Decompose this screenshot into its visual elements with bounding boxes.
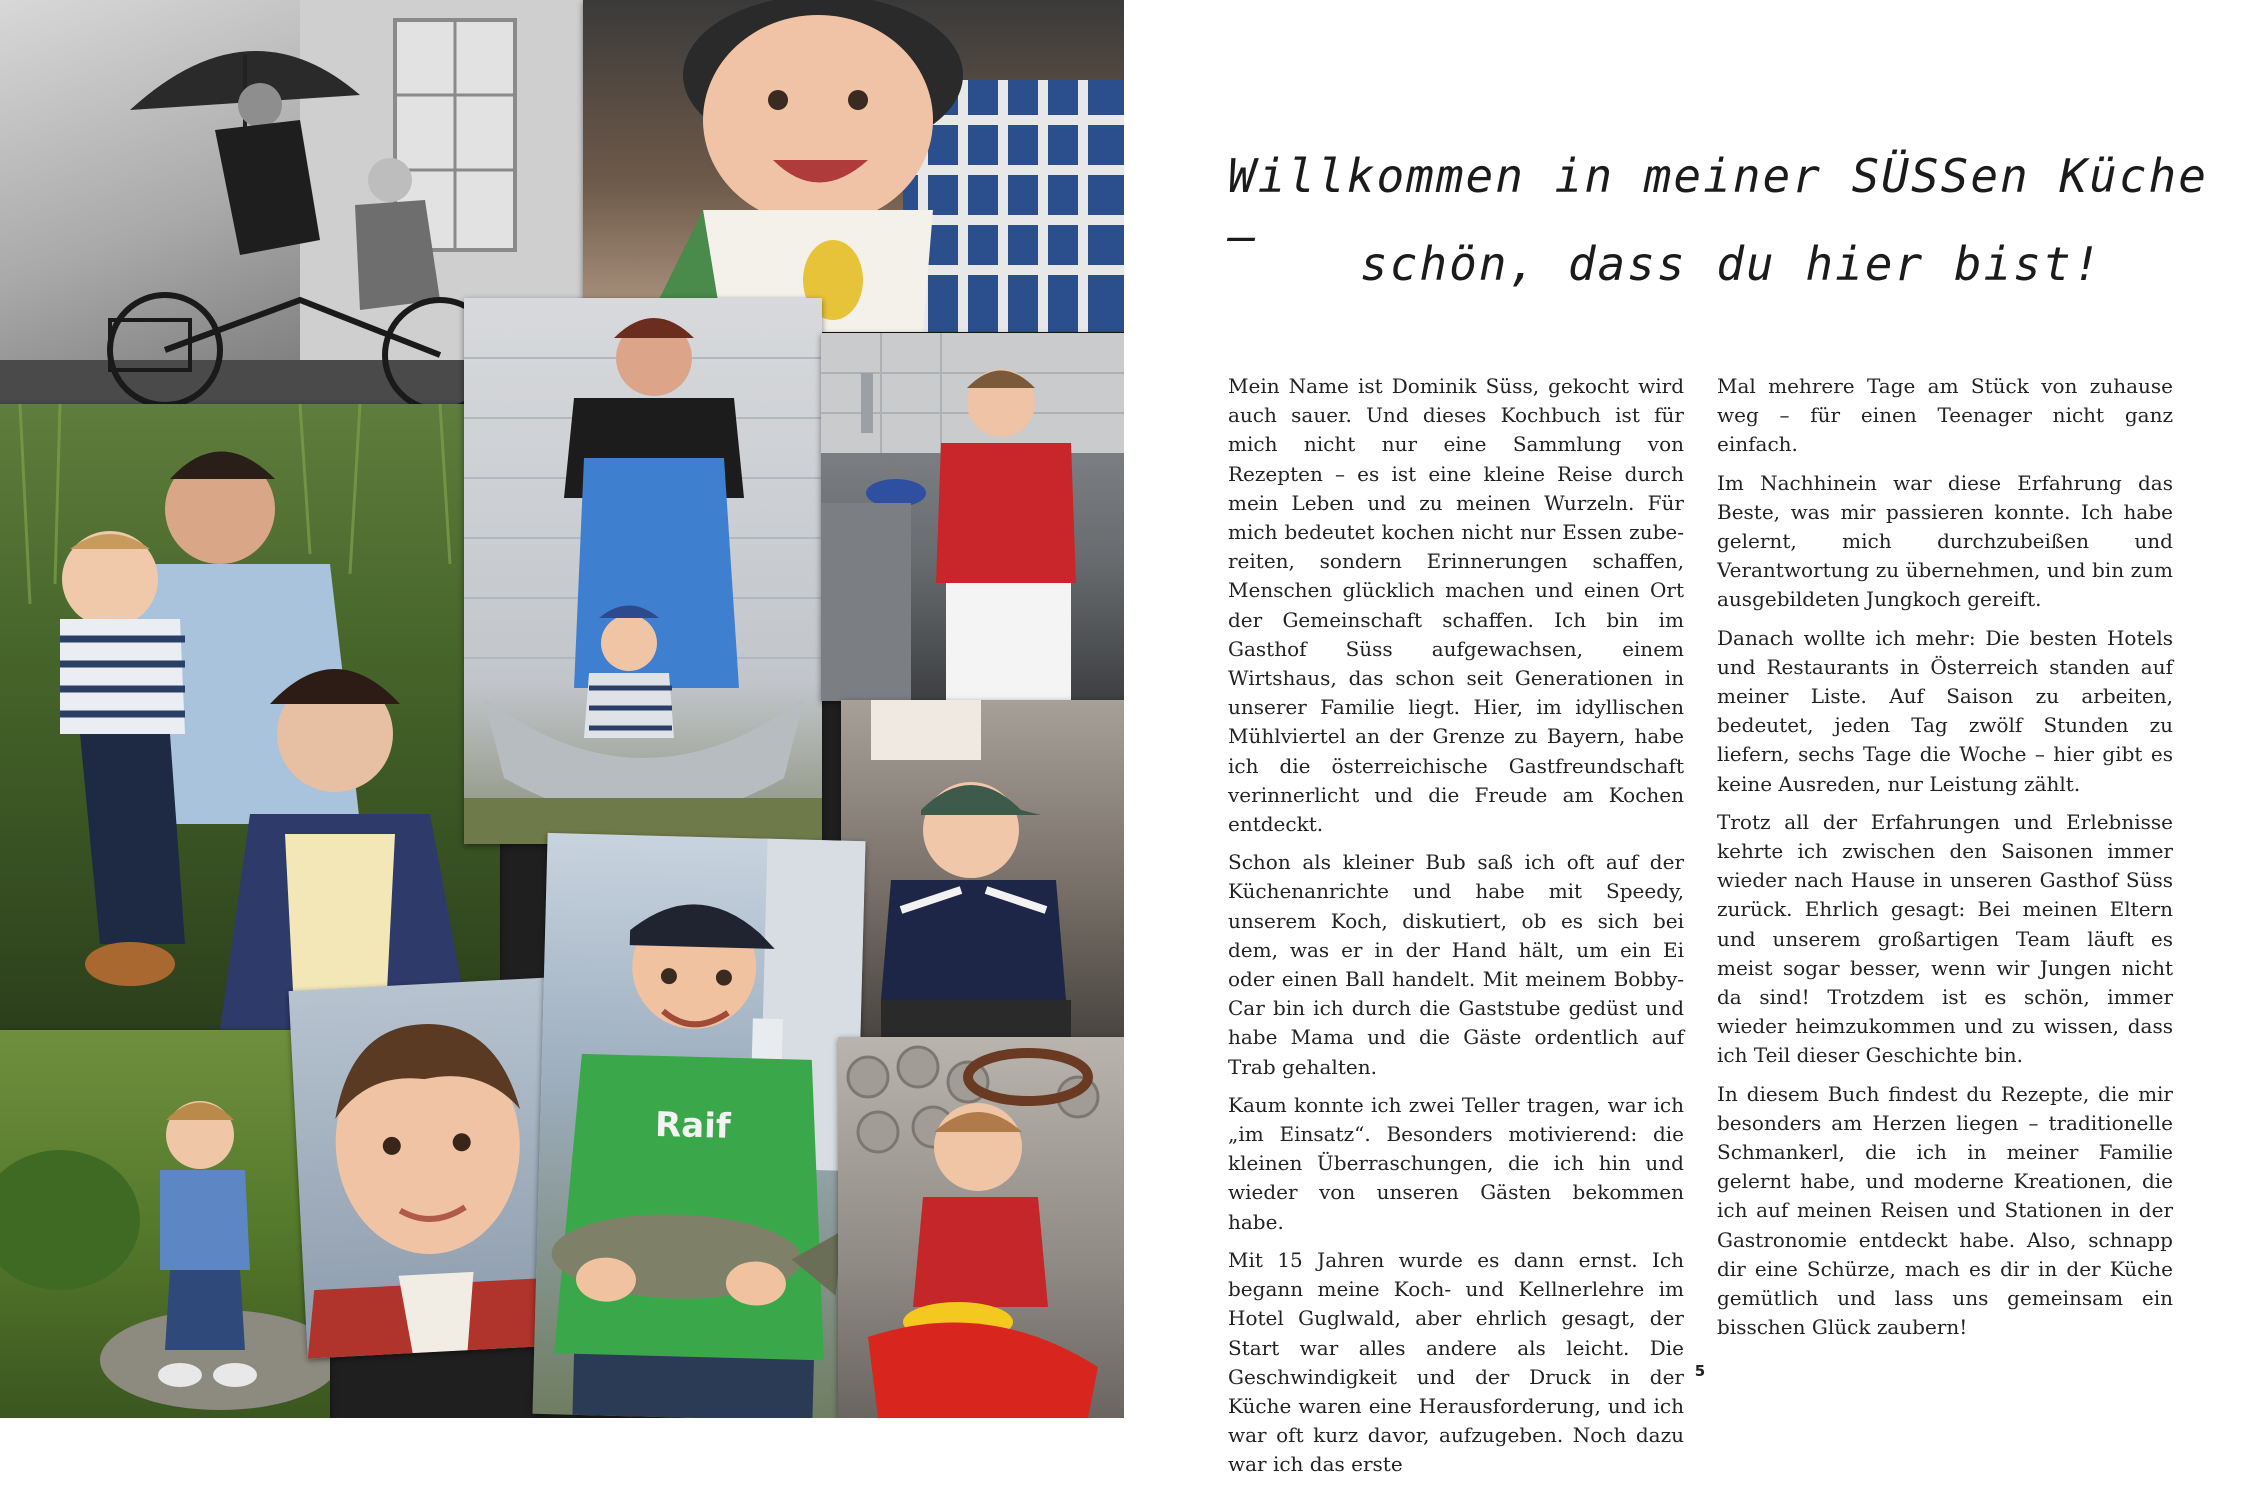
paragraph: Mein Name ist Dominik Süss, gekocht wird auch sauer. Und dieses Kochbuch ist für mich nicht nur eine Sammlung von Rezepten – es ist eine kleine Reise durch mein Leben und zu meinen Wurzeln. Für mich bedeutet kochen nicht nur Essen zubereiten, sondern Erinnerungen schaffen, Menschen glücklich machen und einen Ort der Gemeinschaft schaffen. Ich bin im Gasthof Süss aufgewachsen, einem Wirtshaus, das schon seit Generationen in unserer Familie liegt. Hier, im idyllischen Mühlviertel an der Grenze zu Bayern, habe ich die österreichische Gastfreundschaft verinnerlicht und die Freude am Kochen entdeckt. xyxy=(1228,374,1684,837)
page-number: 5 xyxy=(1694,1362,1706,1380)
photo-boy-portrait xyxy=(289,977,570,1358)
headline-line-2: schön, dass du hier bist! xyxy=(1360,237,2103,291)
paragraph: Im Nachhinein war diese Erfahrung das Beste, was mir passieren konnte. Ich habe gelernt, mich durchzubeißen und Verantwortung zu übernehmen, und bin zum ausgebildeten Jungkoch gereift. xyxy=(1717,470,2173,612)
photo-boy-kitchen xyxy=(821,333,1124,701)
paragraph: Schon als kleiner Bub saß ich oft auf der Küchenanrichte und habe mit Speedy, unserem Koch, diskutiert, ob es sich bei dem, was er in der Hand hält, um ein Ei oder einen Ball handelt. Mit meinem Bobby-Car bin ich durch die Gaststube gedüst und habe Mama und die Gäste ordentlich auf Trab gehalten. xyxy=(1228,850,1684,1079)
photo-smiling-baby xyxy=(583,0,1124,332)
text-column-left xyxy=(1228,372,1684,1489)
paragraph: Mal mehrere Tage am Stück von zuhause weg – für einen Teenager nicht ganz einfach. xyxy=(1717,374,2173,457)
paragraph: In diesem Buch findest du Rezepte, die mir besonders am Herzen liegen – traditionelle Schmankerl, die ich in meiner Familie gelernt habe, und moderne Kreationen, die ich auf meinen Reisen und Stationen in der Gastronomie entdeckt habe. Also, schnapp dir eine Schürze, mach es dir in der Küche gemütlich und lass uns gemeinsam ein bisschen Glück zaubern! xyxy=(1717,1081,2173,1340)
text-column-right xyxy=(1717,372,2173,1352)
photo-family-portrait xyxy=(0,404,500,1030)
photo-child-sitting-rock xyxy=(0,1030,330,1418)
photo-toddler-ride-on xyxy=(838,1037,1124,1418)
headline-line-1: Willkommen in meiner SÜSSen Küche – xyxy=(1228,149,2208,263)
paragraph: Mit 15 Jahren wurde es dann ernst. Ich begann meine Koch- und Kellnerlehre im Hotel Guglwald, aber ehrlich gesagt, der Start war alles andere als leicht. Die Geschwindigkeit und der Druck in der Küche waren eine Herausforderung, und ich war oft kurz davor, aufzugeben. Noch dazu war ich das erste xyxy=(1228,1247,1684,1477)
fish-shirt-logo: Raif xyxy=(654,1104,732,1147)
paragraph: Danach wollte ich mehr: Die besten Hotels und Restaurants in Österreich standen auf meiner Liste. Auf Saison zu arbeiten, bedeutet, jeden Tag zwölf Stunden zu liefern, sechs Tage die Woche – hier gibt es keine Ausreden, nur Leistung zählt. xyxy=(1717,625,2173,796)
paragraph: Kaum konnte ich zwei Teller tragen, war ich „im Einsatz“. Besonders motivierend: die kleinen Überraschungen, die ich hin und wieder von unseren Gästen bekommen habe. xyxy=(1228,1092,1684,1234)
paragraph: Trotz all der Erfahrungen und Erlebnisse kehrte ich zwischen den Saisonen immer wieder nach Hause in unseren Gasthof Süss zurück. Ehrlich gesagt: Bei meinen Eltern und unserem großartigen Team läuft es meist sogar besser, wenn wir Jungen nicht da sind! Trotzdem ist es schön, immer wieder heimzukommen und zu wissen, dass ich Teil dieser Geschichte bin. xyxy=(1717,809,2173,1068)
photo-grandma-wheelbarrow xyxy=(464,298,822,844)
photo-toddler-cap xyxy=(841,700,1124,1038)
photo-boy-holding-fish xyxy=(532,833,865,1418)
photo-collage xyxy=(0,0,1124,1418)
